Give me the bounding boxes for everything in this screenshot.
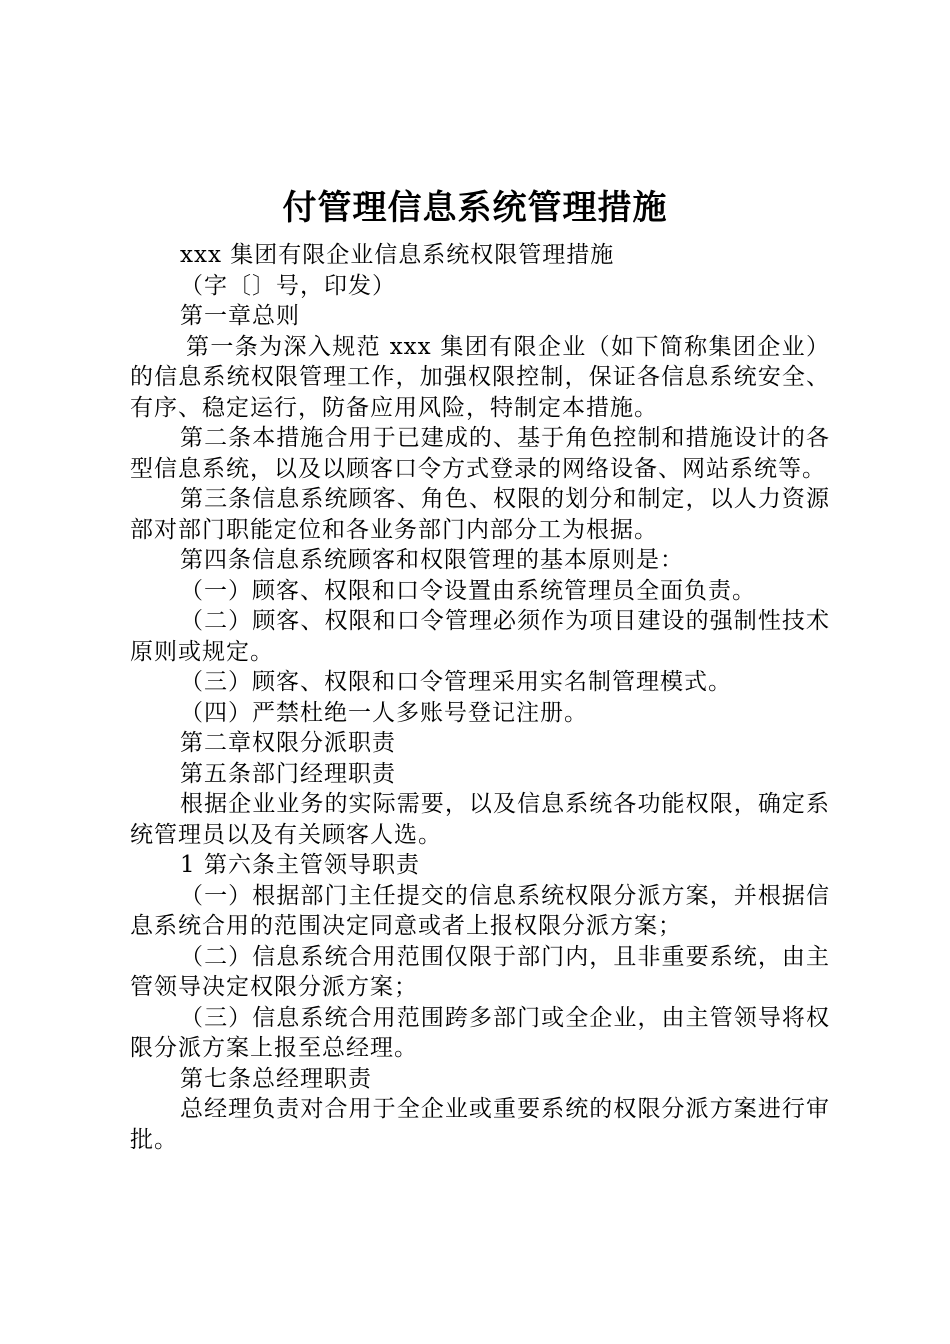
article-paragraph: 第四条信息系统顾客和权限管理的基本原则是：	[180, 547, 684, 573]
list-item: （四）严禁杜绝一人多账号登记注册。	[180, 699, 588, 726]
list-item: （一）根据部门主任提交的信息系统权限分派方案，并根据信息系统合用的范围决定同意或者上报权限分派方案；	[130, 882, 830, 939]
list-item: （二）信息系统合用范围仅限于部门内，且非重要系统，由主管领导决定权限分派方案；	[130, 943, 830, 1000]
document-body	[130, 240, 830, 1155]
article-heading: 第七条总经理职责	[180, 1065, 372, 1092]
article-paragraph: 总经理负责对合用于全企业或重要系统的权限分派方案进行审批。	[130, 1096, 830, 1153]
article-heading: 1 第六条主管领导职责	[180, 852, 420, 878]
chapter-heading: 第一章总则	[180, 303, 300, 329]
list-item: （二）顾客、权限和口令管理必须作为项目建设的强制性技术原则或规定。	[130, 608, 830, 665]
list-item: （三）信息系统合用范围跨多部门或全企业，由主管领导将权限分派方案上报至总经理。	[130, 1004, 830, 1061]
issue-note: （字〔〕号，印发）	[180, 272, 396, 299]
chapter-heading: 第二章权限分派职责	[180, 730, 396, 756]
article-heading: 第五条部门经理职责	[180, 760, 396, 787]
subtitle-line: xxx 集团有限企业信息系统权限管理措施	[180, 242, 615, 268]
article-paragraph: 第三条信息系统顾客、角色、权限的划分和制定，以人力资源部对部门职能定位和各业务部门内部分工为根据。	[130, 486, 830, 543]
document-title: 付管理信息系统管理措施	[282, 188, 668, 228]
list-item: （三）顾客、权限和口令管理采用实名制管理模式。	[180, 669, 732, 695]
article-paragraph: 根据企业业务的实际需要，以及信息系统各功能权限，确定系统管理员以及有关顾客人选。	[130, 791, 830, 848]
article-paragraph: 第一条为深入规范 xxx 集团有限企业（如下简称集团企业）的信息系统权限管理工作，加强权限控制，保证各信息系统安全、有序、稳定运行，防备应用风险，特制定本措施。	[130, 333, 830, 421]
article-paragraph: 第二条本措施合用于已建成的、基于角色控制和措施设计的各型信息系统，以及以顾客口令方式登录的网络设备、网站系统等。	[130, 425, 830, 482]
list-item: （一）顾客、权限和口令设置由系统管理员全面负责。	[180, 577, 756, 604]
